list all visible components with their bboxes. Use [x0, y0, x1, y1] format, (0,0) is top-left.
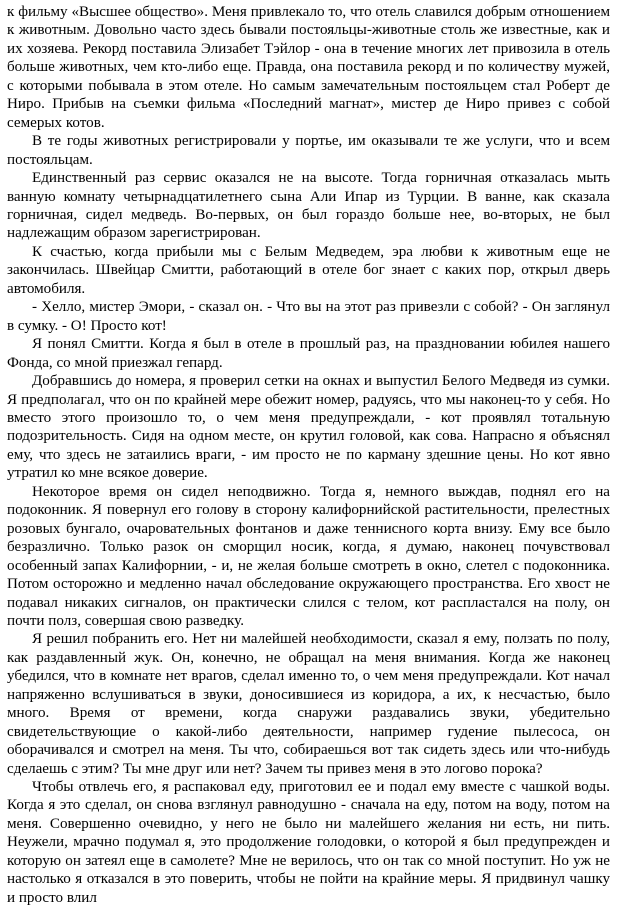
paragraph-3: Единственный раз сервис оказался не на высоте. Тогда горничная отказалась мыть ванную комнату четырнадцатилетнего сына Али Ипар из Турции. В ванне, как сказала горничная, сидел медведь. Во-первых, он был гораздо больше нее, во-вторых, не был надлежащим образом зарегистрирован. [7, 170, 610, 242]
paragraph-9: Я решил побранить его. Нет ни малейшей необходимости, сказал я ему, ползать по полу, как раздавленный жук. Он, конечно, не обращал на меня внимания. Когда же наконец убедился, что в комнате нет врагов, сделал именно то, о чем меня предупреждали. Кот начал напряженно вслушиваться в звуки, доносившиеся из коридора, а их, к несчастью, было много. Время от времени, когда снаружи раздавались звуки, убедительно свидетельствующие о какой-либо деятельности, например гудение пылесоса, он оборачивался и смотрел на меня. Ты что, собираешься вот так сидеть здесь или что-нибудь сделаешь с этим? Ты мне друг или нет? Зачем ты привез меня в это логово порока? [7, 631, 610, 777]
paragraph-5: - Хелло, мистер Эмори, - сказал он. - Что вы на этот раз привезли с собой? - Он заглянул в сумку. - О! Просто кот! [7, 299, 610, 334]
paragraph-4: К счастью, когда прибыли мы с Белым Медведем, эра любви к животным еще не закончилась. Швейцар Смитти, работающий в отеле бог знает с каких пор, открыл дверь автомобиля. [7, 243, 610, 297]
paragraph-2: В те годы животных регистрировали у портье, им оказывали те же услуги, что и всем постояльцам. [7, 133, 610, 168]
paragraph-1: к фильму «Высшее общество». Меня привлекало то, что отель славился добрым отношением к животным. Довольно часто здесь бывали постояльцы-животные столь же известные, как и их хозяева. Рекорд поставила Элизабет Тэйлор - она в течение многих лет привозила в отель больше животных, чем кто-либо еще. Правда, она поставила рекорд и по количеству мужей, с которыми побывала в этом отеле. Но самым замечательным постояльцем стал Роберт де Ниро. Прибыв на съемки фильма «Последний магнат», мистер де Ниро привез с собой семерых котов. [7, 4, 610, 131]
paragraph-6: Я понял Смитти. Когда я был в отеле в прошлый раз, на праздновании юбилея нашего Фонда, со мной приезжал гепард. [7, 336, 610, 371]
paragraph-10: Чтобы отвлечь его, я распаковал еду, приготовил ее и подал ему вместе с чашкой воды. Когда я это сделал, он снова взглянул равнодушно - сначала на еду, потом на воду, потом на меня. Совершенно очевидно, у него не было ни малейшего желания ни есть, ни пить. Неужели, мрачно подумал я, это продолжение голодовки, о которой я был предупрежден и которую он затеял еще в самолете? Мне не верилось, что он так со мной поступит. Но уж не настолько я отказался в это поверить, чтобы не пойти на крайние меры. Я придвинул чашку и просто влил [7, 779, 610, 906]
paragraph-7: Добравшись до номера, я проверил сетки на окнах и выпустил Белого Медведя из сумки. Я предполагал, что он по крайней мере обежит номер, радуясь, что мы наконец-то у себя. Но вместо этого произошло то, о чем меня предупреждали, - кот проявлял тотальную подозрительность. Сидя на одном месте, он крутил головой, как сова. Напрасно я объяснял ему, что здесь не затаились враги, - им просто не по карману здешние цены. Но кот явно утратил ко мне всякое доверие. [7, 373, 610, 482]
paragraph-8: Некоторое время он сидел неподвижно. Тогда я, немного выждав, поднял его на подоконник. Я повернул его голову в сторону калифорнийской растительности, прелестных розовых бунгало, очаровательных фонтанов и даже теннисного корта внизу. Ему все было безразлично. Только разок он сморщил носик, когда, я думаю, наконец почувствовал особенный запах Калифорнии, - и, не желая больше смотреть в окно, слетел с подоконника. Потом осторожно и медленно начал обследование окружающего пространства. Его хвост не подавал никаких сигналов, он практически слился с телом, кот распластался на полу, он почти полз, совершая свою разведку. [7, 483, 610, 629]
